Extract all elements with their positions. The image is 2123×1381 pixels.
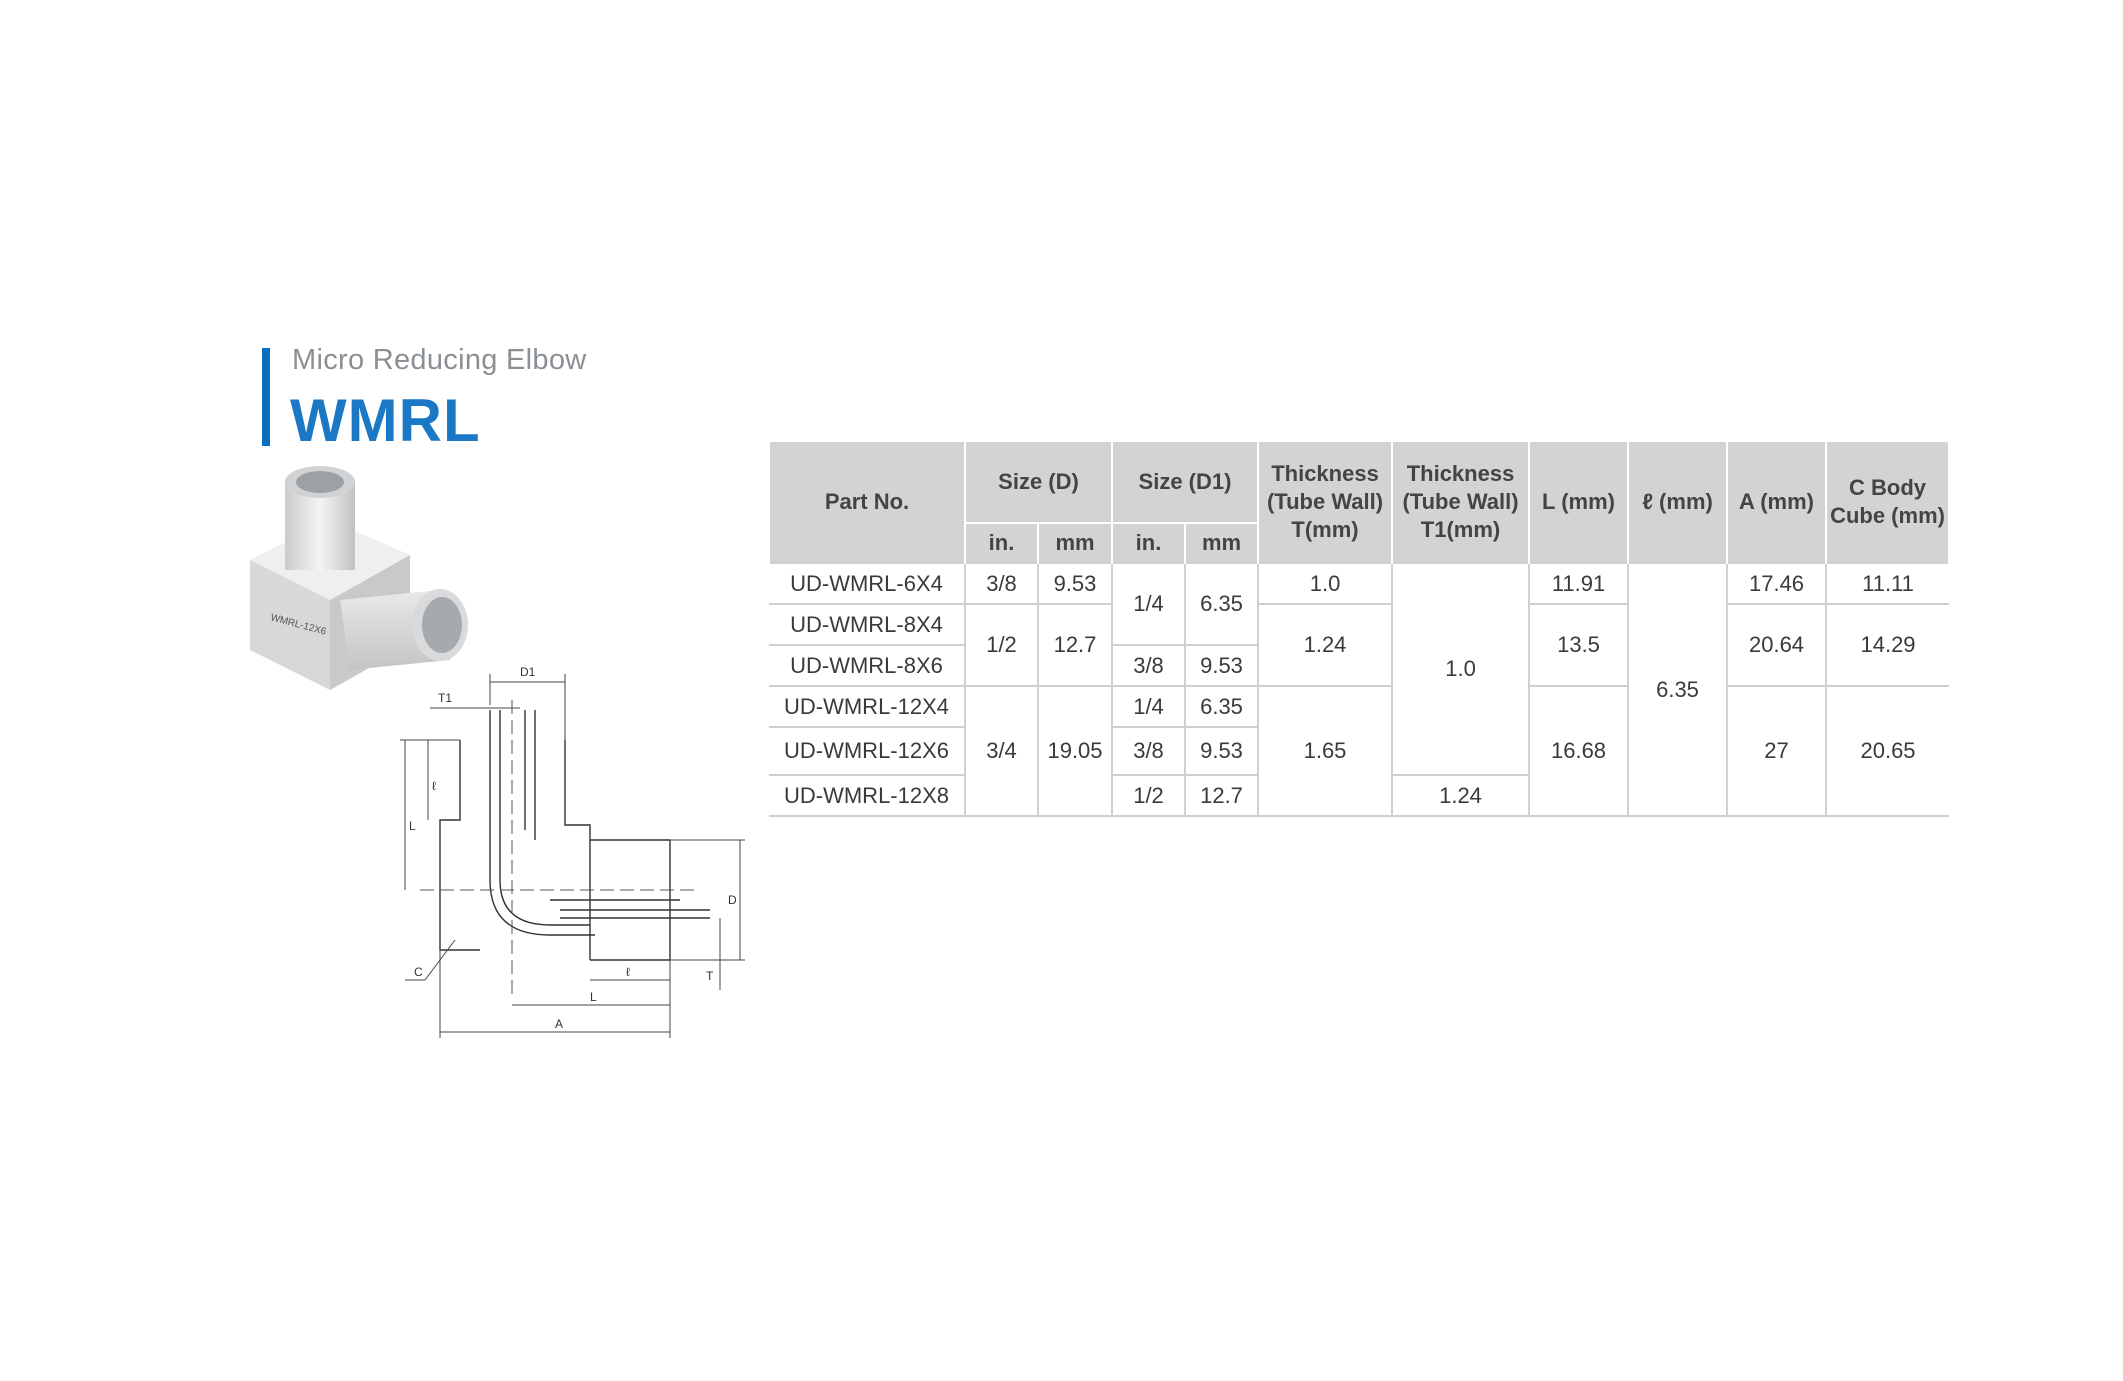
header-part-no: Part No. xyxy=(769,442,965,563)
header-d1-in: in. xyxy=(1112,523,1185,563)
cell-d1-in: 1/4 xyxy=(1112,686,1185,727)
dimension-drawing xyxy=(400,660,760,1050)
cell-part: UD-WMRL-8X4 xyxy=(769,604,965,645)
cell-t: 1.65 xyxy=(1258,686,1392,816)
label-t1: T1 xyxy=(438,691,453,705)
table-row xyxy=(769,563,1949,604)
cell-d1-in: 3/8 xyxy=(1112,645,1185,686)
header-d-mm: mm xyxy=(1038,523,1112,563)
cell-c: 11.11 xyxy=(1826,563,1949,604)
cell-d-in: 3/8 xyxy=(965,563,1038,604)
header-l: L (mm) xyxy=(1529,442,1628,563)
product-subtitle: Micro Reducing Elbow xyxy=(292,344,587,376)
cell-part: UD-WMRL-12X8 xyxy=(769,775,965,816)
header-size-d1: Size (D1) xyxy=(1112,442,1258,523)
spec-table xyxy=(768,442,1950,817)
label-a: A xyxy=(555,1017,564,1031)
cell-d1-in: 1/4 xyxy=(1112,563,1185,645)
cell-c: 14.29 xyxy=(1826,604,1949,686)
label-ell: ℓ xyxy=(432,779,436,793)
label-l: L xyxy=(409,819,416,833)
cell-a: 20.64 xyxy=(1727,604,1826,686)
cell-d1-in: 1/2 xyxy=(1112,775,1185,816)
cell-d1-mm: 9.53 xyxy=(1185,727,1258,775)
label-d1: D1 xyxy=(520,665,536,679)
cell-l: 11.91 xyxy=(1529,563,1628,604)
svg-text:WMRL-12X6: WMRL-12X6 xyxy=(269,612,328,638)
cell-l: 13.5 xyxy=(1529,604,1628,686)
cell-d-mm: 19.05 xyxy=(1038,686,1112,816)
title-accent-bar xyxy=(262,348,270,446)
label-l-2: L xyxy=(590,990,597,1004)
cell-part: UD-WMRL-6X4 xyxy=(769,563,965,604)
cell-d-in: 1/2 xyxy=(965,604,1038,686)
label-t: T xyxy=(706,969,714,983)
label-ell-2: ℓ xyxy=(626,965,630,979)
cell-ell: 6.35 xyxy=(1628,563,1727,816)
table-row xyxy=(769,604,1949,645)
cell-l: 16.68 xyxy=(1529,686,1628,816)
header-a: A (mm) xyxy=(1727,442,1826,563)
cell-d1-mm: 9.53 xyxy=(1185,645,1258,686)
cell-d1-mm: 12.7 xyxy=(1185,775,1258,816)
cell-t: 1.0 xyxy=(1258,563,1392,604)
cell-t: 1.24 xyxy=(1258,604,1392,686)
label-d: D xyxy=(728,893,737,907)
header-d-in: in. xyxy=(965,523,1038,563)
cell-d-in: 3/4 xyxy=(965,686,1038,816)
cell-d-mm: 12.7 xyxy=(1038,604,1112,686)
cell-c: 20.65 xyxy=(1826,686,1949,816)
cell-a: 27 xyxy=(1727,686,1826,816)
cell-t1: 1.24 xyxy=(1392,775,1529,816)
cell-part: UD-WMRL-12X4 xyxy=(769,686,965,727)
header-ell: ℓ (mm) xyxy=(1628,442,1727,563)
cell-d1-in: 3/8 xyxy=(1112,727,1185,775)
cell-d-mm: 9.53 xyxy=(1038,563,1112,604)
header-size-d: Size (D) xyxy=(965,442,1112,523)
cell-t1: 1.0 xyxy=(1392,563,1529,775)
label-c: C xyxy=(414,965,423,979)
header-thickness-t: Thickness (Tube Wall) T(mm) xyxy=(1258,442,1392,563)
header-d1-mm: mm xyxy=(1185,523,1258,563)
header-thickness-t1: Thickness (Tube Wall) T1(mm) xyxy=(1392,442,1529,563)
cell-part: UD-WMRL-8X6 xyxy=(769,645,965,686)
cell-a: 17.46 xyxy=(1727,563,1826,604)
cell-part: UD-WMRL-12X6 xyxy=(769,727,965,775)
cell-d1-mm: 6.35 xyxy=(1185,563,1258,645)
table-row xyxy=(769,686,1949,727)
header-c: C Body Cube (mm) xyxy=(1826,442,1949,563)
product-title: WMRL xyxy=(290,387,481,454)
cell-d1-mm: 6.35 xyxy=(1185,686,1258,727)
